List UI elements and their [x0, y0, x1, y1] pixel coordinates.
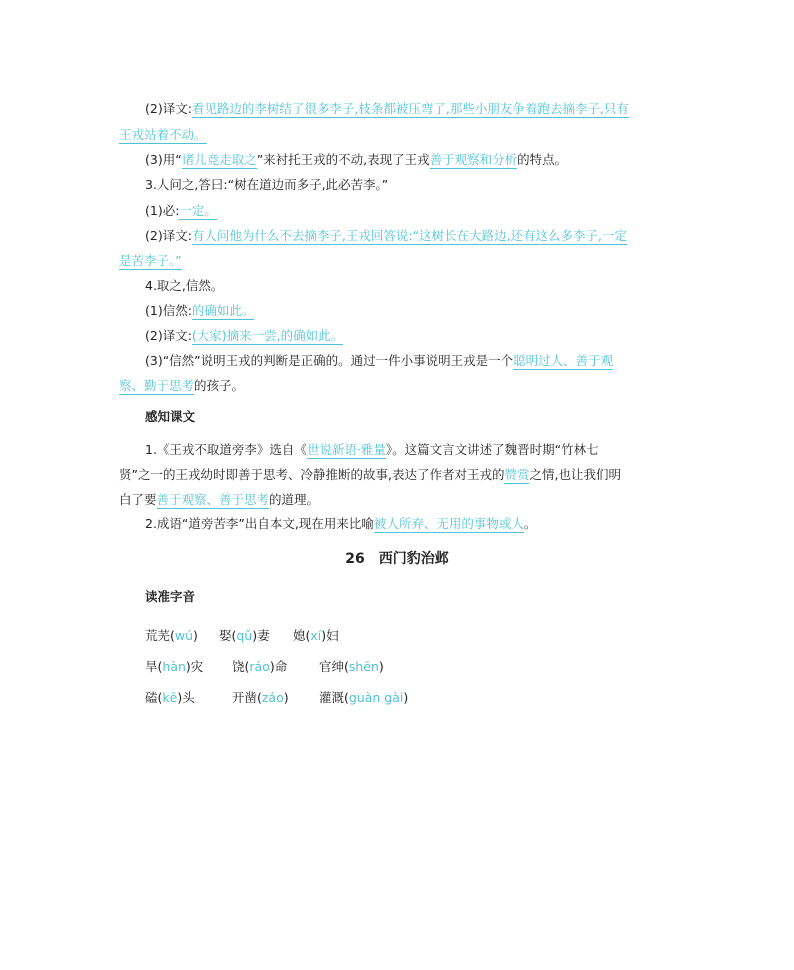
label: (2)译文: — [145, 328, 192, 343]
answer: 聪明过人、善于观 — [513, 353, 614, 368]
answer: 察、勤于思考 — [119, 378, 195, 393]
text: 的孩子。 — [194, 378, 245, 393]
answer: 世说新语·雅量 — [306, 442, 386, 457]
chapter-title: 26 西门豹治邺 — [345, 551, 449, 567]
pinyin-item — [232, 659, 315, 675]
word: )妇 — [321, 628, 339, 643]
text: 的道理。 — [269, 492, 320, 507]
answer: 看见路边的李树结了很多李子,枝条都被压弯了,那些小朋友争着跑去摘李子,只有 — [191, 101, 629, 116]
text: ”来衬托王戎的不动,表现了王戎 — [256, 152, 430, 167]
word: 官绅( — [318, 659, 349, 674]
pinyin-item — [219, 628, 289, 644]
pinyin-row-2 — [145, 659, 384, 675]
word: ) — [283, 690, 289, 705]
section-heading-perceive: 感知课文 — [145, 409, 196, 424]
pinyin: shēn — [348, 659, 379, 674]
question-3-line — [145, 152, 705, 168]
paragraph-1-line-2 — [119, 467, 679, 483]
word: 灌溉( — [318, 690, 349, 705]
item-3-heading: 3.人问之,答曰:“树在道边而多子,此必苦李。” — [145, 177, 389, 192]
text: 2.成语“道旁苦李”出自本文,现在用来比喻 — [145, 516, 374, 531]
text: 。 — [523, 516, 537, 531]
text: 1.《王戎不取道旁李》选自《 — [145, 442, 307, 457]
pinyin: kē — [162, 690, 178, 705]
text: 》。这篇文言文讲述了魏晋时期“竹林七 — [385, 442, 599, 457]
word: )妻 — [252, 628, 270, 643]
paragraph-1-line-3 — [119, 492, 679, 508]
pinyin-row-1 — [145, 628, 339, 644]
translation-line-3-cont — [119, 253, 679, 269]
text: (3)“信然”说明王戎的判断是正确的。通过一件小事说明王戎是一个 — [145, 353, 514, 368]
word: ) — [403, 690, 409, 705]
word: )命 — [269, 659, 288, 674]
word: 磕( — [145, 690, 163, 705]
answer: 善于观察和分析 — [429, 152, 518, 167]
pinyin: wú — [174, 628, 194, 643]
definition-xinran — [145, 303, 705, 319]
label: (1)信然: — [145, 303, 192, 318]
section-heading-pronunciation: 读准字音 — [145, 589, 196, 604]
answer: 有人问他为什么不去摘李子,王戎回答说:“这树长在大路边,还有这么多李子,一定 — [191, 228, 628, 243]
text: 之情,也让我们明 — [529, 467, 621, 482]
explanation-line-cont — [119, 378, 679, 394]
pinyin: guàn gài — [348, 690, 404, 705]
word: )头 — [177, 690, 195, 705]
item-4-heading: 4.取之,信然。 — [145, 278, 224, 293]
label: (2)译文: — [145, 101, 192, 116]
pinyin-row-3 — [145, 690, 408, 706]
pinyin: xí — [310, 628, 322, 643]
paragraph-1-line-1 — [145, 442, 705, 458]
answer: (大家)摘来一尝,的确如此。 — [191, 328, 344, 343]
label: (2)译文: — [145, 228, 192, 243]
pinyin-item — [232, 690, 315, 706]
answer: 是苦李子。” — [119, 253, 182, 268]
pinyin-item — [145, 659, 228, 675]
label: (1)必: — [145, 203, 180, 218]
pinyin-item — [319, 690, 408, 706]
pinyin-item — [319, 659, 384, 675]
word: 旱( — [145, 659, 163, 674]
word: 娶( — [218, 628, 237, 643]
answer: 善于观察、善于思考 — [156, 492, 270, 507]
answer: 诸儿竞走取之 — [181, 152, 257, 167]
word: 饶( — [231, 659, 250, 674]
answer: 王戎站着不动。 — [119, 127, 207, 142]
definition-bi — [145, 203, 705, 219]
explanation-line — [145, 353, 705, 369]
translation-line-2 — [145, 101, 705, 117]
answer: 的确如此。 — [191, 303, 255, 318]
pinyin-item — [145, 628, 215, 644]
answer: 一定。 — [179, 203, 217, 218]
translation-line-3 — [145, 228, 705, 244]
answer: 被人所弃、无用的事物或人 — [373, 516, 524, 531]
pinyin-item — [145, 690, 228, 706]
translation-line-4 — [145, 328, 705, 344]
answer: 赞赏 — [504, 467, 530, 482]
text: 的特点。 — [517, 152, 568, 167]
text: (3)用“ — [145, 152, 182, 167]
pinyin: hàn — [162, 659, 186, 674]
word: )灾 — [185, 659, 204, 674]
pinyin: záo — [261, 690, 284, 705]
translation-line-2-cont — [119, 127, 679, 143]
text: 白了要 — [119, 492, 157, 507]
paragraph-2 — [145, 516, 705, 532]
pinyin: qǔ — [236, 628, 253, 643]
word: ) — [193, 628, 198, 643]
pinyin-item — [293, 628, 339, 644]
pinyin: ráo — [249, 659, 270, 674]
word: 荒芜( — [145, 628, 175, 643]
word: ) — [378, 659, 384, 674]
word: 开凿( — [231, 690, 262, 705]
word: 媳( — [292, 628, 311, 643]
text: 贤”之一的王戎幼时即善于思考、冷静推断的故事,表达了作者对王戎的 — [119, 467, 505, 482]
